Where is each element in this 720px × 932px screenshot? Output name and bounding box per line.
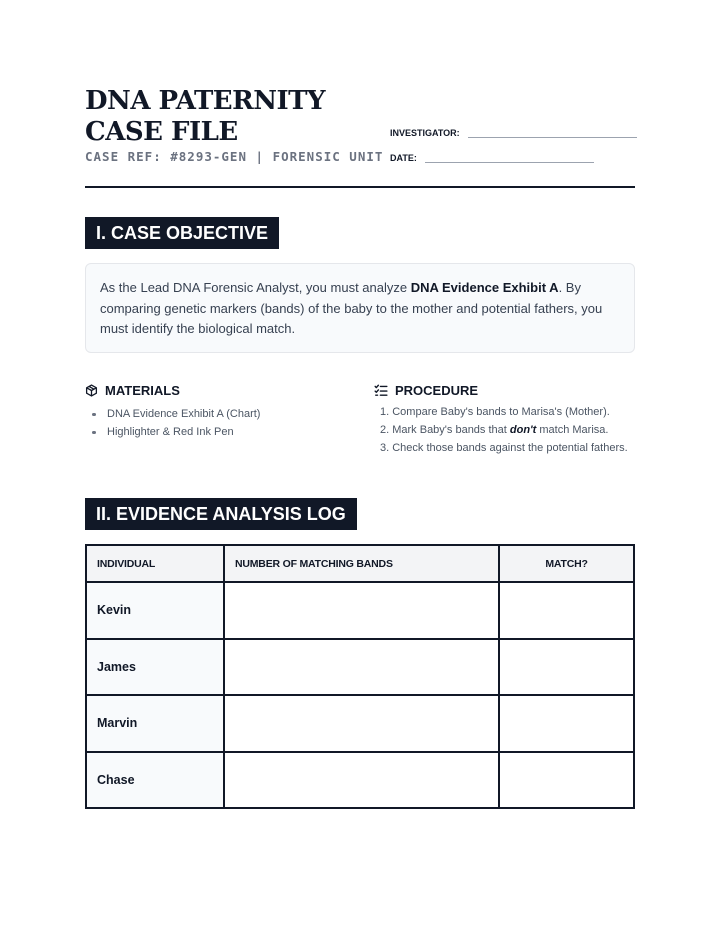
match-cell[interactable]	[499, 639, 634, 696]
objective-box	[85, 263, 635, 353]
page-title: DNA PATERNITY CASE FILE	[85, 86, 326, 147]
column-header-individual: INDIVIDUAL	[86, 545, 224, 582]
objective-text-pre: As the Lead DNA Forensic Analyst, you must analyze	[100, 280, 411, 295]
section-heading-evidence-log: II. EVIDENCE ANALYSIS LOG	[85, 498, 357, 530]
individual-name: Chase	[86, 752, 224, 809]
procedure-section	[374, 382, 635, 459]
column-header-match: MATCH?	[499, 545, 634, 582]
individual-name: Marvin	[86, 695, 224, 752]
materials-heading-label: MATERIALS	[105, 382, 180, 398]
date-label: DATE:	[390, 153, 417, 163]
procedure-step-1: 1. Compare Baby's bands to Marisa's (Mother).	[380, 406, 610, 418]
table-row	[86, 752, 634, 809]
header	[85, 86, 635, 188]
investigator-field	[390, 126, 637, 138]
materials-heading	[85, 382, 355, 398]
list-item: Highlighter & Red Ink Pen	[85, 423, 355, 441]
date-line[interactable]	[425, 151, 594, 163]
matching-bands-cell[interactable]	[224, 695, 499, 752]
date-field	[390, 151, 594, 163]
procedure-steps	[374, 405, 635, 456]
list-check-icon	[374, 384, 395, 397]
table-row	[86, 695, 634, 752]
table-row	[86, 582, 634, 639]
procedure-step-2-pre: 2. Mark Baby's bands that	[380, 424, 510, 436]
procedure-step-3: 3. Check those bands against the potential fathers.	[380, 442, 628, 454]
procedure-step-2-post: match Marisa.	[536, 424, 609, 436]
box-icon	[85, 384, 105, 397]
match-cell[interactable]	[499, 752, 634, 809]
matching-bands-cell[interactable]	[224, 582, 499, 639]
matching-bands-cell[interactable]	[224, 752, 499, 809]
procedure-heading-label: PROCEDURE	[395, 382, 479, 398]
column-header-matching-bands: NUMBER OF MATCHING BANDS	[224, 545, 499, 582]
case-reference: CASE REF: #8293-GEN | FORENSIC UNIT	[85, 149, 384, 164]
procedure-heading	[374, 382, 635, 398]
individual-name: James	[86, 639, 224, 696]
list-item: DNA Evidence Exhibit A (Chart)	[85, 405, 355, 423]
individual-name: Kevin	[86, 582, 224, 639]
procedure-step-2-emphasis: don't	[509, 424, 537, 436]
materials-list	[85, 405, 355, 441]
section-heading-objective: I. CASE OBJECTIVE	[85, 217, 279, 249]
materials-section	[85, 382, 355, 441]
table-header-row	[86, 545, 634, 582]
procedure-step-2	[380, 423, 635, 438]
objective-text-post: . By comparing genetic markers (bands) of the baby to the mother and potential fathers, you must identify the biological match.	[100, 280, 603, 336]
investigator-label: INVESTIGATOR:	[390, 128, 460, 138]
match-cell[interactable]	[499, 582, 634, 639]
table-row	[86, 639, 634, 696]
investigator-line[interactable]	[468, 126, 637, 138]
objective-text-bold: DNA Evidence Exhibit A	[410, 280, 559, 295]
match-cell[interactable]	[499, 695, 634, 752]
evidence-analysis-table	[85, 544, 635, 809]
matching-bands-cell[interactable]	[224, 639, 499, 696]
